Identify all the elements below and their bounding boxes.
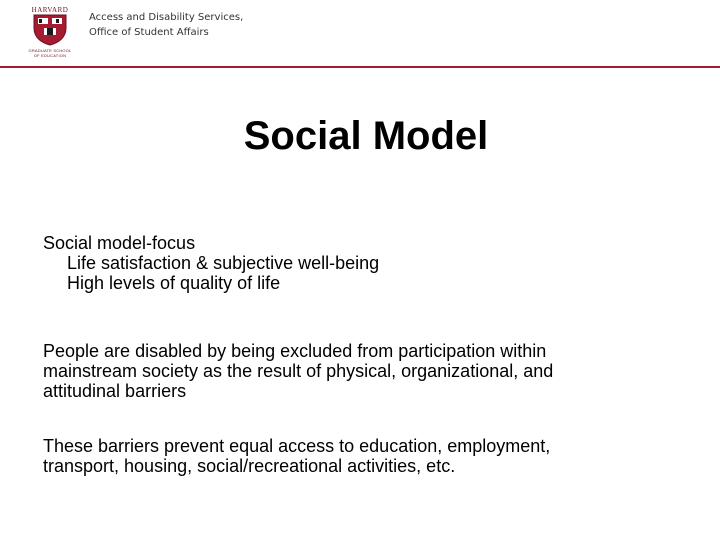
org-line-2: Office of Student Affairs [89, 27, 209, 38]
header-divider [0, 66, 720, 68]
harvard-logo [26, 4, 74, 62]
paragraph-line: People are disabled by being excluded from participation within [43, 341, 547, 361]
slide-body [43, 233, 663, 476]
paragraph-barriers [43, 436, 663, 476]
shield-icon [30, 14, 70, 46]
paragraph-exclusion [43, 341, 663, 401]
org-line-1: Access and Disability Services, [89, 12, 244, 23]
focus-heading: Social model-focus [43, 233, 196, 253]
logo-wordmark: HARVARD [31, 6, 69, 14]
org-name [89, 10, 349, 40]
slide-title: Social Model [243, 114, 489, 158]
paragraph-line: attitudinal barriers [43, 381, 187, 401]
paragraph-line: mainstream society as the result of physical, organizational, and [43, 361, 554, 381]
focus-item: High levels of quality of life [67, 273, 281, 293]
paragraph-line: transport, housing, social/recreational activities, etc. [43, 456, 456, 476]
logo-subtitle: GRADUATE SCHOOL OF EDUCATION [28, 48, 72, 58]
slide-header [0, 0, 720, 68]
paragraph-line: These barriers prevent equal access to education, employment, [43, 436, 551, 456]
focus-item: Life satisfaction & subjective well-being [67, 253, 380, 273]
